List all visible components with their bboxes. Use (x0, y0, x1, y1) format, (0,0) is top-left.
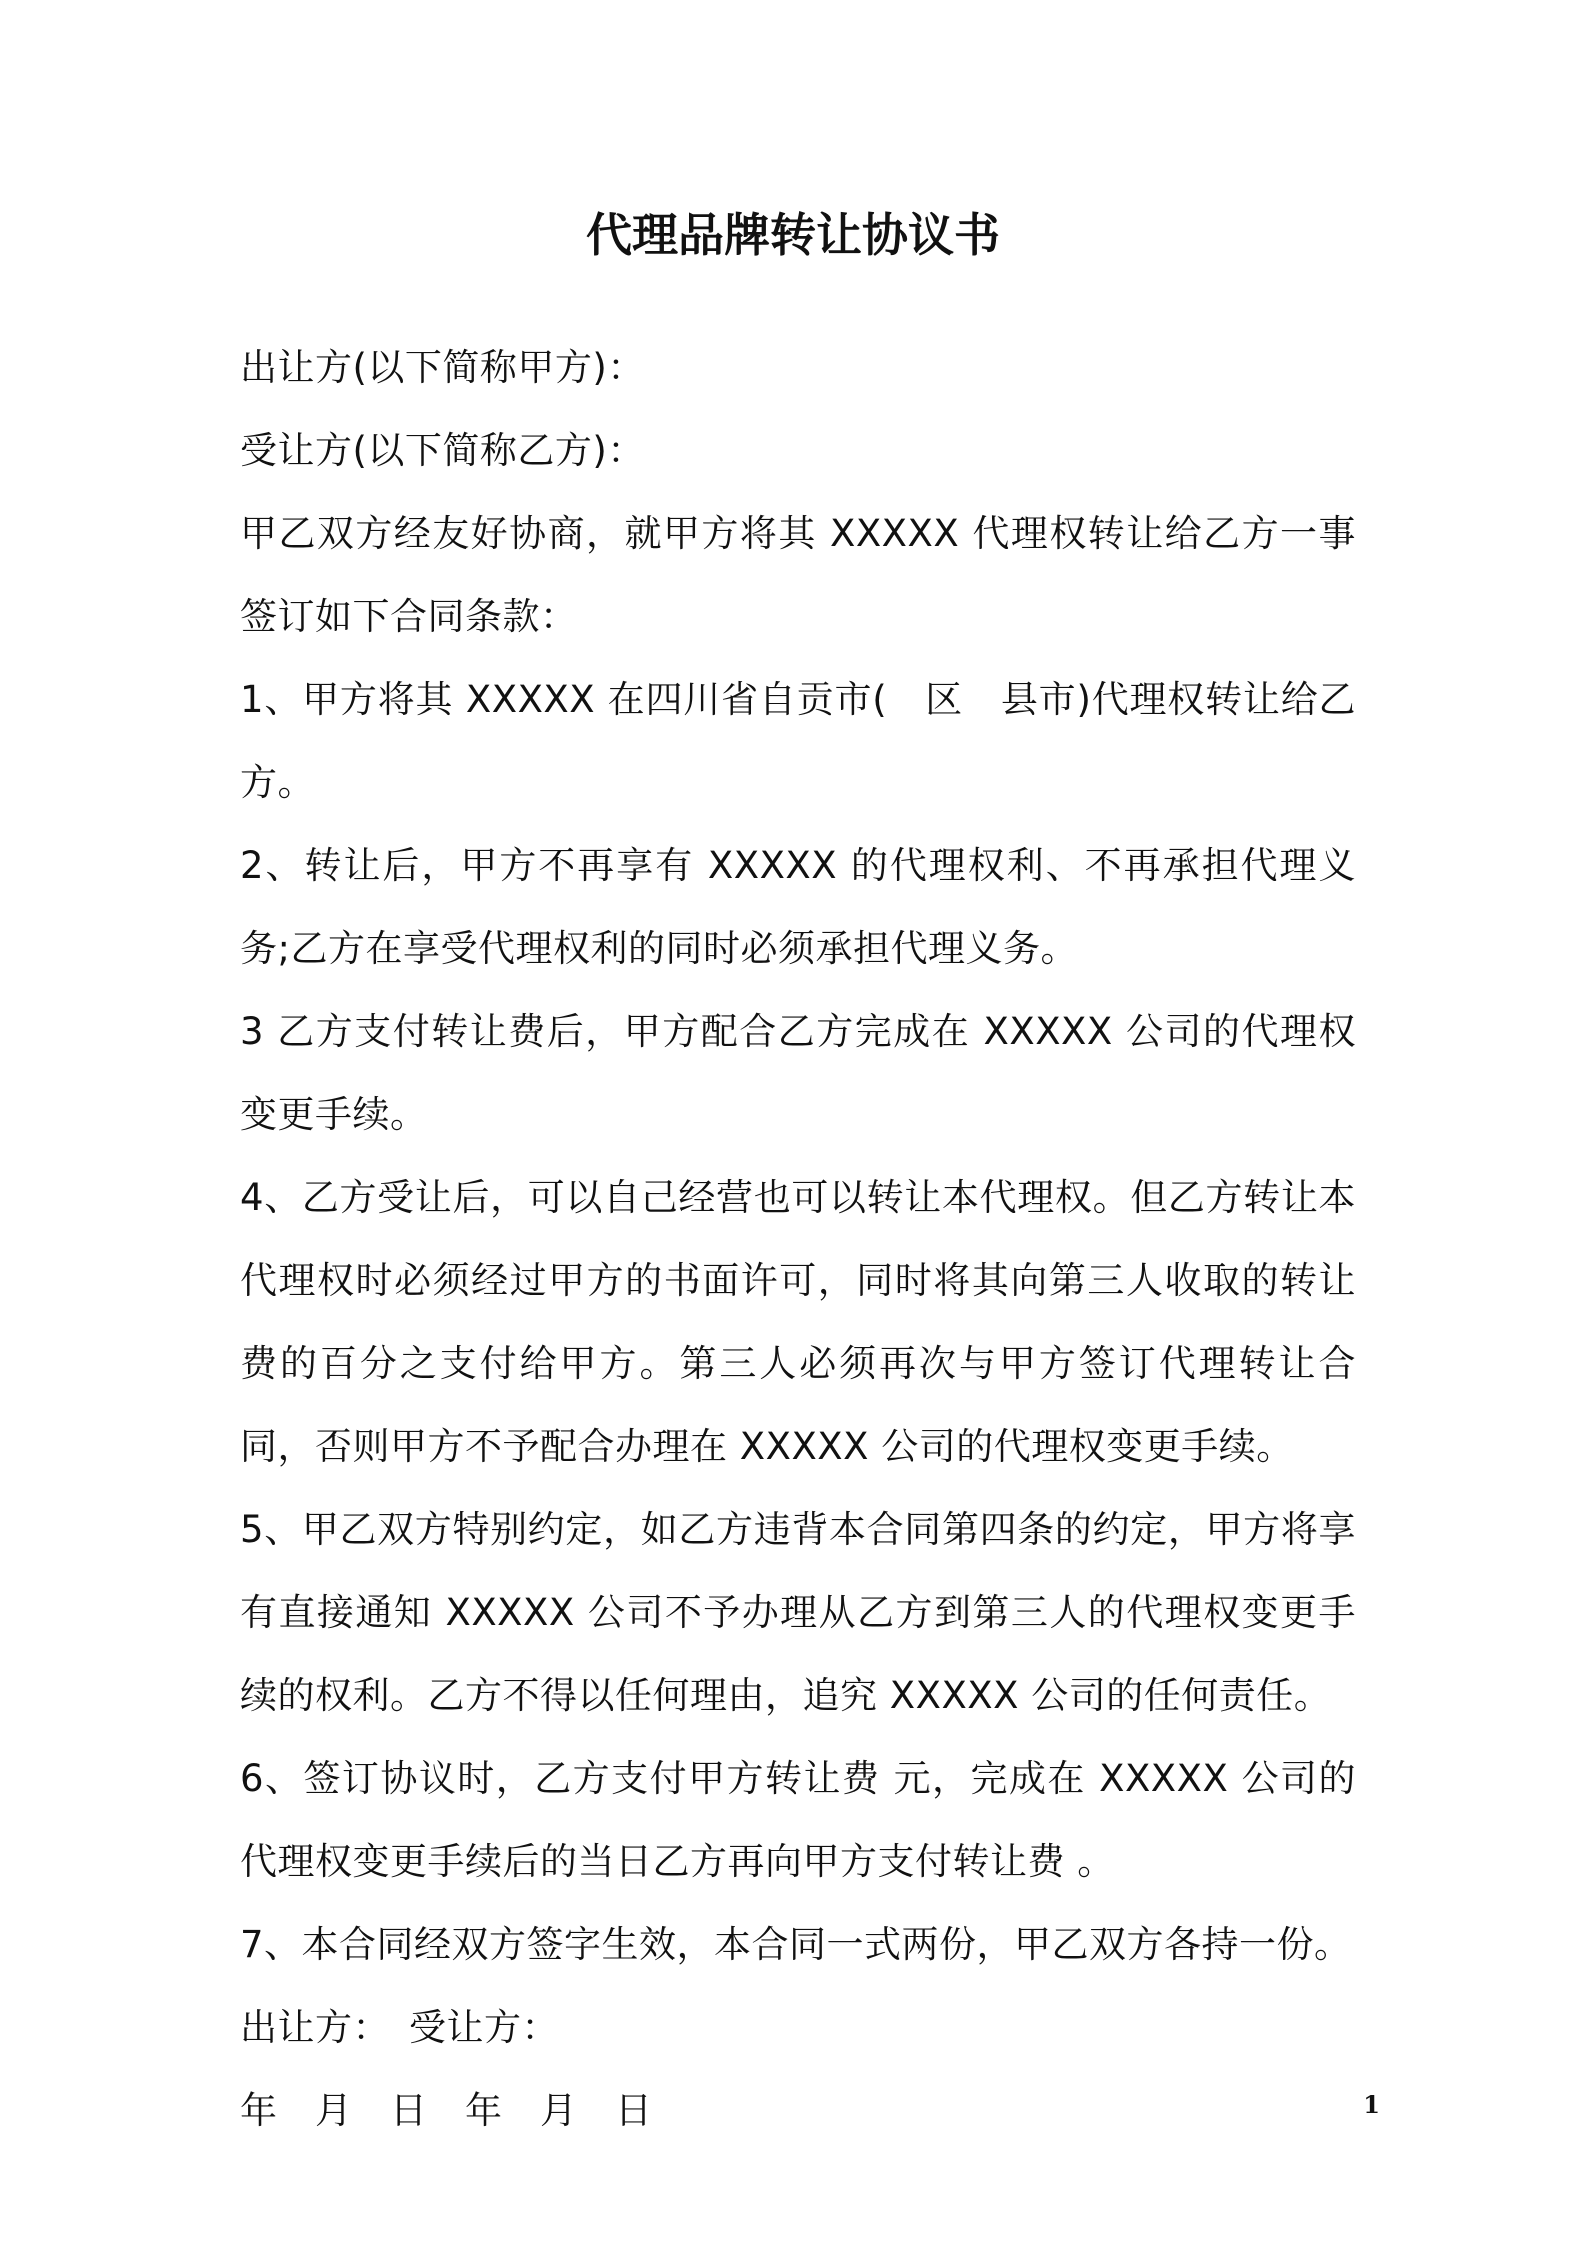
party-b-line: 受让方(以下简称乙方)： (240, 429, 645, 472)
preamble-paragraph: 甲乙双方经友好协商，就甲方将其 XXXXX 代理权转让给乙方一事签订如下合同条款： (240, 512, 1356, 638)
clause-3: 3 乙方支付转让费后，甲方配合乙方完成在 XXXXX 公司的代理权变更手续。 (240, 1010, 1356, 1136)
document-body (240, 326, 1356, 2152)
clause-5: 5、甲乙双方特别约定，如乙方违背本合同第四条的约定，甲方将享有直接通知 XXXXX 公司不予办理从乙方到第三人的代理权变更手续的权利。乙方不得以任何理由，追究 XXXXX 公司的任何责任。 (240, 1508, 1356, 1717)
clause-7: 7、本合同经双方签字生效，本合同一式两份，甲乙双方各持一份。 (240, 1923, 1352, 1966)
clause-4: 4、乙方受让后，可以自己经营也可以转让本代理权。但乙方转让本代理权时必须经过甲方的书面许可，同时将其向第三人收取的转让费的百分之支付给甲方。第三人必须再次与甲方签订代理转让合同，否则甲方不予配合办理在 XXXXX 公司的代理权变更手续。 (240, 1176, 1356, 1468)
page-number: 1 (1363, 2090, 1380, 2119)
date-line: 年 月 日 年 月 日 (240, 2089, 653, 2132)
clause-2: 2、转让后，甲方不再享有 XXXXX 的代理权利、不再承担代理义务;乙方在享受代理权利的同时必须承担代理义务。 (240, 844, 1356, 970)
clause-1: 1、甲方将其 XXXXX 在四川省自贡市( 区 县市)代理权转让给乙方。 (240, 678, 1356, 804)
party-a-line: 出让方(以下简称甲方)： (240, 346, 645, 389)
document-title: 代理品牌转让协议书 (586, 208, 1000, 262)
clause-6: 6、签订协议时，乙方支付甲方转让费 元，完成在 XXXXX 公司的代理权变更手续后的当日乙方再向甲方支付转让费 。 (240, 1757, 1356, 1883)
signature-line: 出让方： 受让方： (240, 2006, 559, 2049)
